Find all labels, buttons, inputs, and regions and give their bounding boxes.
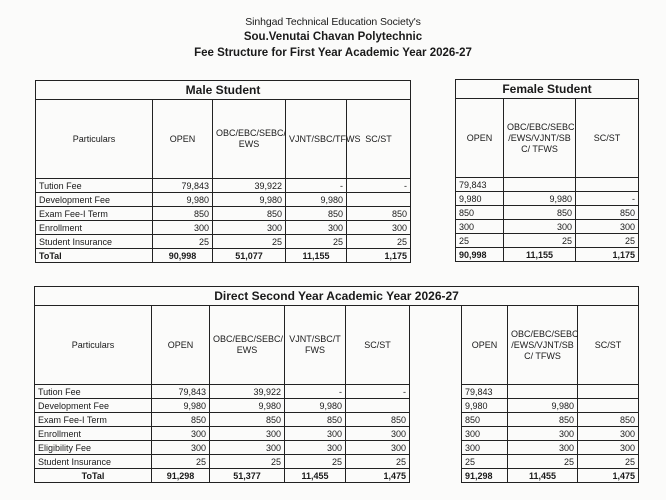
fee-cell-open: 300 [152, 441, 210, 455]
total-label: ToTal [36, 249, 153, 263]
society-name: Sinhgad Technical Education Society's [245, 16, 421, 28]
col-header-open: OPEN [456, 99, 504, 178]
col-header-open: OPEN [462, 306, 508, 385]
col-header-scst: SC/ST [346, 306, 410, 385]
fee-cell-obc: 300 [213, 221, 286, 235]
col-header-vjnt: VJNT/SBC/T FWS [285, 306, 346, 385]
fee-cell-open: 9,980 [152, 399, 210, 413]
total-scst: 1,475 [578, 469, 639, 483]
table-row [462, 427, 639, 441]
fee-cell-sc [578, 385, 639, 399]
fee-cell-obc: 300 [210, 441, 285, 455]
fee-cell-open: 300 [462, 441, 508, 455]
fee-cell-obc: 850 [213, 207, 286, 221]
fee-cell-sc: - [346, 385, 410, 399]
fee-cell-obc: 850 [210, 413, 285, 427]
fee-cell-open: 9,980 [456, 192, 504, 206]
col-header-scst: SC/ST [578, 306, 639, 385]
fee-cell-sc: 25 [576, 234, 639, 248]
total-obc: 11,155 [504, 248, 576, 262]
fee-cell-open: 79,843 [152, 385, 210, 399]
total-open: 91,298 [152, 469, 210, 483]
col-header-scst: SC/ST [576, 99, 639, 178]
row-label: Exam Fee-I Term [35, 413, 152, 427]
col-header-particulars: Particulars [35, 306, 152, 385]
fee-cell-vjnt: 300 [285, 441, 346, 455]
fee-cell-sc [347, 193, 411, 207]
table-row [462, 399, 639, 413]
total-row [462, 469, 639, 483]
table-row [462, 455, 639, 469]
fee-cell-open: 850 [153, 207, 213, 221]
row-label: Tution Fee [35, 385, 152, 399]
fee-cell-sc: 300 [346, 427, 410, 441]
col-header-open: OPEN [152, 306, 210, 385]
college-name: Sou.Venutai Chavan Polytechnic [243, 31, 423, 43]
total-label: ToTal [35, 469, 152, 483]
col-header-vjnt: VJNT/SBC/TFWS [286, 100, 347, 179]
col-header-obc-vjnt: OBC/EBC/SEBC /EWS/VJNT/SB C/ TFWS [504, 99, 576, 178]
total-open: 91,298 [462, 469, 508, 483]
fee-cell-sc: - [347, 179, 411, 193]
table-row [456, 206, 639, 220]
fee-cell-open: 79,843 [153, 179, 213, 193]
fee-cell-sc [576, 178, 639, 192]
fee-cell-obc: 850 [508, 413, 578, 427]
fee-cell-obc: 9,980 [210, 399, 285, 413]
row-label: Student Insurance [36, 235, 153, 249]
fee-cell-obc: 39,922 [213, 179, 286, 193]
col-header-particulars: Particulars [36, 100, 153, 179]
total-vjnt: 11,155 [286, 249, 347, 263]
col-header-open: OPEN [153, 100, 213, 179]
table-row [36, 193, 411, 207]
row-label: Development Fee [36, 193, 153, 207]
fee-cell-open: 79,843 [456, 178, 504, 192]
fee-cell-open: 9,980 [153, 193, 213, 207]
fee-cell-open: 25 [153, 235, 213, 249]
table-row [36, 179, 411, 193]
fee-structure-title: Fee Structure for First Year Academic Year 2026-27 [194, 47, 472, 59]
first-year-female-table [455, 79, 639, 262]
fee-cell-sc: 25 [346, 455, 410, 469]
table-row [456, 234, 639, 248]
direct-second-year-female-table [461, 305, 639, 483]
fee-cell-sc: 850 [578, 413, 639, 427]
fee-cell-obc: 850 [504, 206, 576, 220]
fee-cell-sc: 850 [576, 206, 639, 220]
fee-cell-obc: 9,980 [508, 399, 578, 413]
table-row [462, 385, 639, 399]
total-scst: 1,475 [346, 469, 410, 483]
fee-cell-sc: 300 [346, 441, 410, 455]
fee-cell-sc [346, 399, 410, 413]
fee-cell-sc: 25 [347, 235, 411, 249]
table-row [462, 441, 639, 455]
fee-cell-open: 300 [456, 220, 504, 234]
fee-cell-open: 300 [152, 427, 210, 441]
fee-cell-obc: 39,922 [210, 385, 285, 399]
fee-cell-sc [578, 399, 639, 413]
fee-cell-obc: 25 [508, 455, 578, 469]
fee-cell-obc: 300 [504, 220, 576, 234]
table-row [36, 235, 411, 249]
male-student-title: Male Student [36, 81, 411, 100]
table-row [36, 221, 411, 235]
total-scst: 1,175 [576, 248, 639, 262]
first-year-male-table [35, 80, 411, 263]
col-header-obc: OBC/EBC/SEBC/ EWS [210, 306, 285, 385]
direct-second-year-title: Direct Second Year Academic Year 2026-27 [35, 287, 639, 306]
fee-cell-sc: - [576, 192, 639, 206]
total-row [36, 249, 411, 263]
fee-cell-obc: 300 [508, 441, 578, 455]
col-header-obc-vjnt: OBC/EBC/SEBC /EWS/VJNT/SB C/ TFWS [508, 306, 578, 385]
fee-cell-open: 850 [462, 413, 508, 427]
total-open: 90,998 [456, 248, 504, 262]
fee-cell-sc: 300 [578, 441, 639, 455]
fee-cell-sc: 850 [346, 413, 410, 427]
fee-cell-vjnt: - [285, 385, 346, 399]
fee-cell-open: 300 [153, 221, 213, 235]
table-row [36, 207, 411, 221]
table-row [456, 178, 639, 192]
fee-cell-obc: 25 [213, 235, 286, 249]
fee-cell-sc: 850 [347, 207, 411, 221]
fee-cell-open: 9,980 [462, 399, 508, 413]
total-obc: 51,377 [210, 469, 285, 483]
fee-cell-open: 850 [456, 206, 504, 220]
fee-cell-vjnt: 9,980 [285, 399, 346, 413]
total-scst: 1,175 [347, 249, 411, 263]
fee-cell-open: 25 [462, 455, 508, 469]
fee-cell-open: 79,843 [462, 385, 508, 399]
fee-cell-obc: 25 [210, 455, 285, 469]
fee-cell-obc: 9,980 [213, 193, 286, 207]
fee-cell-open: 25 [152, 455, 210, 469]
fee-cell-obc [508, 385, 578, 399]
fee-cell-obc: 9,980 [504, 192, 576, 206]
row-label: Exam Fee-I Term [36, 207, 153, 221]
col-header-obc: OBC/EBC/SEBC/ EWS [213, 100, 286, 179]
fee-cell-obc: 300 [210, 427, 285, 441]
fee-cell-sc: 300 [347, 221, 411, 235]
fee-cell-obc [504, 178, 576, 192]
total-obc: 51,077 [213, 249, 286, 263]
fee-cell-vjnt: 25 [285, 455, 346, 469]
fee-cell-vjnt: 9,980 [286, 193, 347, 207]
row-label: Enrollment [35, 427, 152, 441]
row-label: Eligibility Fee [35, 441, 152, 455]
female-student-title: Female Student [456, 80, 639, 99]
fee-cell-sc: 300 [578, 427, 639, 441]
fee-cell-obc: 25 [504, 234, 576, 248]
fee-cell-vjnt: 300 [285, 427, 346, 441]
total-row [456, 248, 639, 262]
fee-cell-vjnt: 25 [286, 235, 347, 249]
row-label: Enrollment [36, 221, 153, 235]
fee-cell-open: 300 [462, 427, 508, 441]
fee-cell-vjnt: 850 [286, 207, 347, 221]
fee-cell-obc: 300 [508, 427, 578, 441]
total-open: 90,998 [153, 249, 213, 263]
row-label: Development Fee [35, 399, 152, 413]
fee-cell-vjnt: 300 [286, 221, 347, 235]
fee-cell-vjnt: 850 [285, 413, 346, 427]
table-row [456, 220, 639, 234]
table-row [462, 413, 639, 427]
col-header-scst: SC/ST [347, 100, 411, 179]
fee-cell-vjnt: - [286, 179, 347, 193]
fee-cell-sc: 25 [578, 455, 639, 469]
row-label: Tution Fee [36, 179, 153, 193]
total-vjnt: 11,455 [285, 469, 346, 483]
table-row [456, 192, 639, 206]
row-label: Student Insurance [35, 455, 152, 469]
total-obc: 11,455 [508, 469, 578, 483]
fee-cell-open: 850 [152, 413, 210, 427]
fee-cell-open: 25 [456, 234, 504, 248]
fee-cell-sc: 300 [576, 220, 639, 234]
